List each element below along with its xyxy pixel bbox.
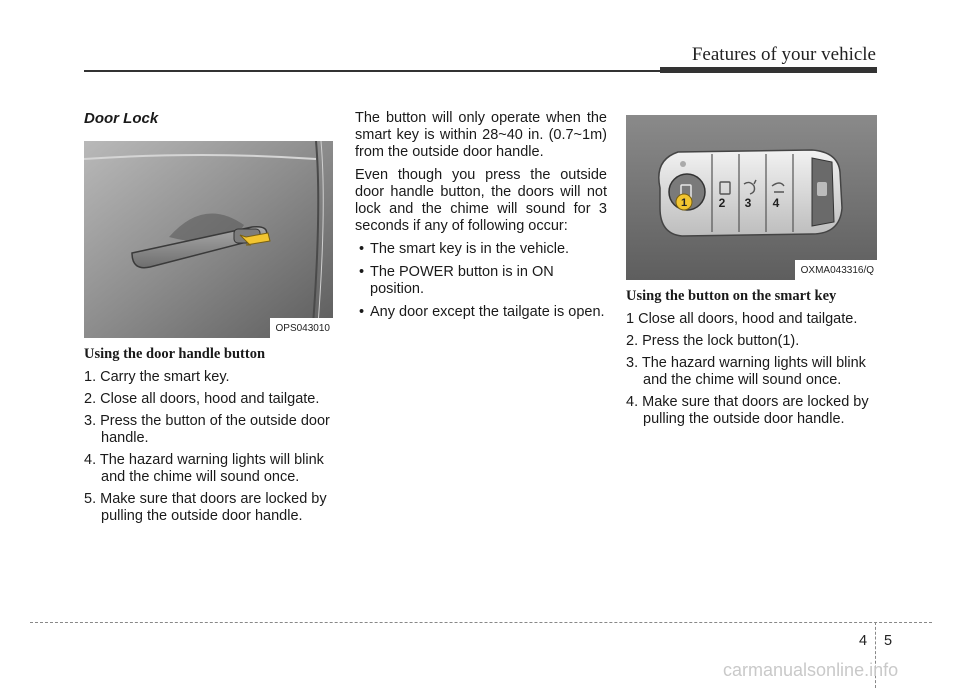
- column-2: [355, 110, 607, 327]
- step-item: 3. The hazard warning lights will blink and the chime will sound once.: [626, 355, 866, 388]
- header-rule: [84, 70, 660, 72]
- step-item: 1 Close all doors, hood and tailgate.: [626, 311, 858, 327]
- bullet-icon: •: [359, 241, 365, 257]
- step-item: 4. The hazard warning lights will blink and the chime will sound once.: [84, 452, 324, 485]
- header-rule-accent: [660, 67, 877, 73]
- list-item-text: Any door except the tailgate is open.: [370, 304, 605, 320]
- smart-key-figure: [626, 110, 877, 280]
- procedure-steps: [626, 311, 878, 428]
- bullet-icon: •: [359, 264, 365, 280]
- paragraph: Even though you press the outside door handle button, the doors will not lock and the chime will sound for 3 seconds if any of following occur:: [355, 167, 607, 234]
- step-item: 4. Make sure that doors are locked by pulling the outside door handle.: [626, 394, 869, 427]
- step-item: 1. Carry the smart key.: [84, 369, 230, 385]
- smart-key-illustration: [626, 110, 877, 280]
- list-item-text: The smart key is in the vehicle.: [370, 241, 570, 257]
- procedure-steps: [84, 369, 336, 525]
- key-number-2: 2: [718, 196, 726, 210]
- list-item: [355, 264, 607, 298]
- watermark: carmanualsonline.info: [723, 660, 899, 680]
- section-title: Door Lock: [84, 110, 159, 127]
- procedure-heading: Using the door handle button: [84, 346, 266, 362]
- step-item: 2. Close all doors, hood and tailgate.: [84, 391, 320, 407]
- paragraph: The button will only operate when the smart key is within 28~40 in. (0.7~1m) from the outside door handle.: [355, 110, 607, 160]
- figure-code: OPS043010: [270, 318, 334, 338]
- step-item: 2. Press the lock button(1).: [626, 333, 800, 349]
- column-3: [626, 110, 878, 433]
- list-item: [355, 241, 607, 258]
- chapter-number: 4: [859, 633, 868, 649]
- key-number-3: 3: [744, 196, 752, 210]
- condition-list: [355, 241, 607, 321]
- step-item: 3. Press the button of the outside door handle.: [84, 413, 330, 446]
- list-item-text: The POWER button is in ON position.: [370, 264, 554, 297]
- page-header-title: Features of your vehicle: [691, 44, 876, 65]
- footer-rule: [30, 622, 932, 623]
- step-item: 5. Make sure that doors are locked by pulling the outside door handle.: [84, 491, 327, 524]
- procedure-heading: Using the button on the smart key: [626, 288, 837, 304]
- door-handle-figure: [84, 141, 333, 338]
- page-number: 5: [884, 633, 893, 649]
- key-number-1: 1: [680, 197, 688, 209]
- list-item: [355, 304, 607, 321]
- column-1: [84, 110, 336, 530]
- bullet-icon: •: [359, 304, 365, 320]
- figure-code: OXMA043316/Q: [795, 260, 877, 280]
- door-handle-illustration: [84, 141, 333, 338]
- key-number-4: 4: [772, 196, 780, 210]
